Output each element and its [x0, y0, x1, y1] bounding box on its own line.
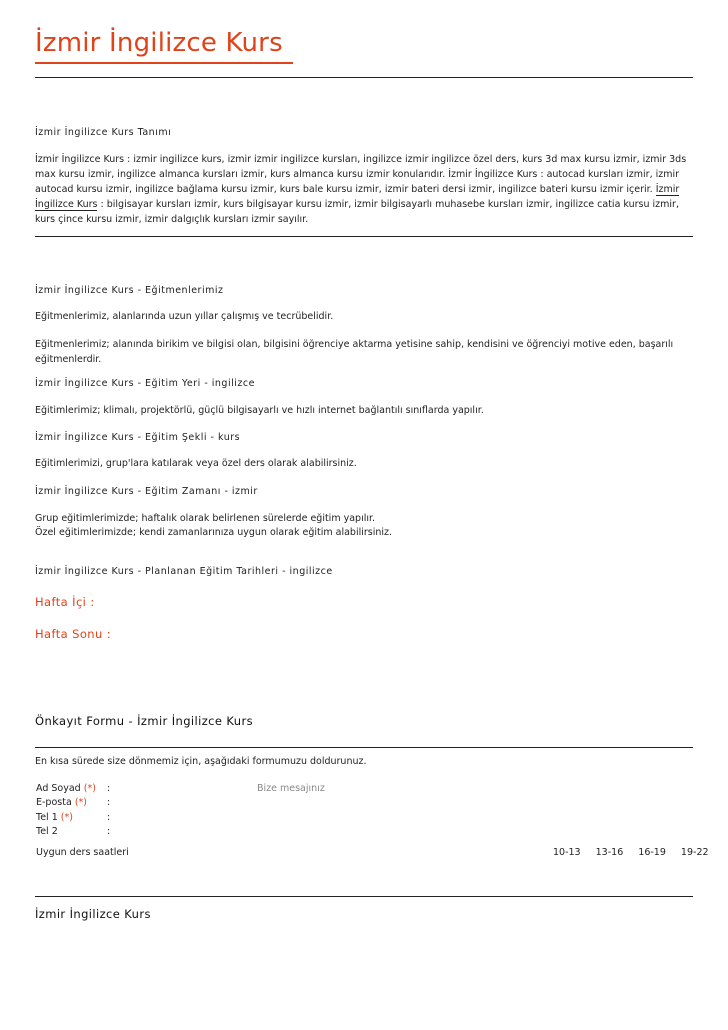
hour-option[interactable]: 16-19: [638, 847, 666, 858]
hour-option[interactable]: 19-22: [680, 847, 709, 858]
message-textarea[interactable]: Bize mesajınız: [257, 783, 325, 794]
place-paragraph: Eğitimlerimiz; klimalı, projektörlü, güçlü bilgisayarlı ve hızlı internet bağlantılı sınıflarda yapılır.: [35, 405, 484, 416]
hours-label: Uygun ders saatleri: [36, 847, 129, 858]
hour-option[interactable]: 13-16: [595, 847, 624, 858]
time-paragraph-2: Özel eğitimlerimizde; kendi zamanlarınıza uygun olarak eğitim alabilirsiniz.: [35, 527, 393, 538]
time-paragraph-1: Grup eğitimlerimizde; haftalık olarak belirlenen sürelerde eğitim yapılır.: [35, 513, 376, 524]
name-field[interactable]: :: [107, 783, 111, 794]
page-title: İzmir İngilizce Kurs: [35, 28, 283, 58]
form-intro: En kısa sürede size dönmemiz için, aşağıdaki formumuzu doldurunuz.: [35, 756, 367, 767]
intro-text-1: İzmir İngilizce Kurs : izmir ingilizce kurs, izmir izmir ingilizce kursları, ingilizce izmir ingilizce özel ders, kurs 3d max kursu izmir, izmir 3ds max kursu izmir, ingilizce almanca kursları izmir, kurs almanca kursu izmir konularıdır. İzmir İngilizce Kurs : autocad kursları izmir, izmir autocad kursu izmir, ingilizce bağlama kursu izmir, kurs bale kursu izmir, izmir bateri dersi izmir, ingilizce bateri kursu izmir içerir.: [35, 154, 687, 195]
trainers-heading: İzmir İngilizce Kurs - Eğitmenlerimiz: [35, 285, 224, 296]
email-field[interactable]: :: [107, 797, 111, 808]
intro-link[interactable]: İzmir İngilizce Kurs: [35, 184, 680, 210]
planned-heading: İzmir İngilizce Kurs - Planlanan Eğitim Tarihleri - ingilizce: [35, 566, 333, 577]
hours-options: [541, 847, 709, 858]
divider: [35, 236, 693, 237]
trainers-paragraph-2: Eğitmenlerimiz; alanında birikim ve bilgisi olan, bilgisini öğrenciye aktarma yetisine sahip, kendisini ve öğrenciyi motive eden, başarılı eğitmenlerdir.: [35, 339, 674, 365]
weekend-label: Hafta Sonu :: [35, 627, 111, 641]
weekday-label: Hafta İçi :: [35, 595, 95, 609]
intro-text-2: : bilgisayar kursları izmir, kurs bilgisayar kursu izmir, izmir bilgisayarlı muhasebe kursları izmir, ingilizce catia kursu izmir, kurs çince kursu izmir, izmir dalgıçlık kursları izmir sayılır.: [35, 199, 679, 225]
name-field-label: Ad Soyad (*): [36, 783, 96, 794]
hour-option[interactable]: 10-13: [553, 847, 581, 858]
phone2-field[interactable]: :: [107, 826, 111, 837]
phone1-field-label: Tel 1 (*): [36, 812, 73, 823]
form-title: Önkayıt Formu - İzmir İngilizce Kurs: [35, 714, 253, 728]
format-heading: İzmir İngilizce Kurs - Eğitim Şekli - kurs: [35, 432, 241, 443]
intro-paragraph: [35, 152, 695, 227]
intro-heading: İzmir İngilizce Kurs Tanımı: [35, 127, 172, 138]
divider: [35, 747, 693, 748]
divider: [35, 77, 693, 78]
time-heading: İzmir İngilizce Kurs - Eğitim Zamanı - izmir: [35, 486, 258, 497]
phone2-field-label: Tel 2: [36, 826, 58, 837]
email-field-label: E-posta (*): [36, 797, 87, 808]
divider: [35, 896, 693, 897]
footer-title: İzmir İngilizce Kurs: [35, 907, 151, 921]
format-paragraph: Eğitimlerimizi, grup'lara katılarak veya özel ders olarak alabilirsiniz.: [35, 458, 357, 469]
title-underline: [35, 62, 293, 64]
trainers-paragraph-1: Eğitmenlerimiz, alanlarında uzun yıllar çalışmış ve tecrübelidir.: [35, 311, 334, 322]
place-heading: İzmir İngilizce Kurs - Eğitim Yeri - ingilizce: [35, 378, 255, 389]
phone1-field[interactable]: :: [107, 812, 111, 823]
